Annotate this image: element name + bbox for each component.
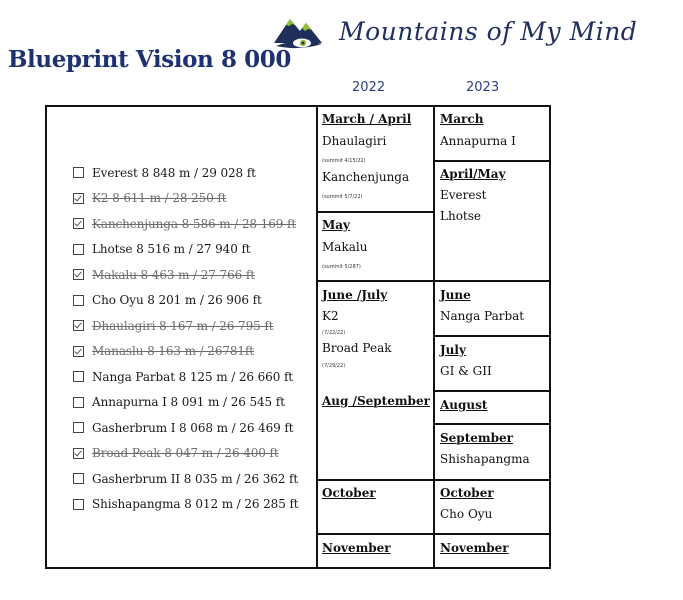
summit-note: (7/22/22) xyxy=(322,330,346,336)
peak-entry: Nanga Parbat xyxy=(440,309,525,323)
checked-checkbox-icon[interactable] xyxy=(73,346,84,357)
peak-entry: GI & GII xyxy=(440,364,492,378)
month-heading: November xyxy=(440,541,509,555)
month-heading: July xyxy=(440,343,466,357)
month-heading: Aug /September xyxy=(322,394,430,408)
peak-label: Annapurna I 8 091 m / 26 545 ft xyxy=(92,395,285,410)
month-heading: October xyxy=(440,486,494,500)
peak-checklist-item xyxy=(73,339,299,365)
peak-entry: Everest xyxy=(440,188,487,202)
peak-label: Nanga Parbat 8 125 m / 26 660 ft xyxy=(92,369,294,384)
peak-label: Makalu 8 463 m / 27 766 ft xyxy=(92,267,255,282)
peak-entry: Cho Oyu xyxy=(440,507,493,521)
month-heading: August xyxy=(440,398,488,412)
peak-checklist xyxy=(73,160,299,517)
row-divider xyxy=(433,423,551,425)
peak-entry: Kanchenjunga xyxy=(322,170,410,184)
month-heading: April/May xyxy=(440,167,506,181)
column-divider xyxy=(433,105,435,569)
peak-label: Everest 8 848 m / 29 028 ft xyxy=(92,165,256,180)
peak-label: Shishapangma 8 012 m / 26 285 ft xyxy=(92,497,299,512)
peak-label: Dhaulagiri 8 167 m / 26 795 ft xyxy=(92,318,274,333)
summit-note: (summit 5/7/22) xyxy=(322,194,363,200)
row-divider xyxy=(316,280,435,282)
summit-note: (summit 4/15/22) xyxy=(322,158,366,164)
row-divider xyxy=(316,533,435,535)
peak-label: Cho Oyu 8 201 m / 26 906 ft xyxy=(92,293,262,308)
peak-entry: Broad Peak xyxy=(322,341,392,355)
peak-entry: Makalu xyxy=(322,240,368,254)
month-heading: September xyxy=(440,431,513,445)
peak-label: Lhotse 8 516 m / 27 940 ft xyxy=(92,242,251,257)
unchecked-checkbox-icon[interactable] xyxy=(73,244,84,255)
peak-checklist-item xyxy=(73,262,299,288)
page-title: Blueprint Vision 8 000 xyxy=(8,46,291,73)
row-divider xyxy=(433,533,551,535)
peak-checklist-item xyxy=(73,313,299,339)
unchecked-checkbox-icon[interactable] xyxy=(73,371,84,382)
row-divider xyxy=(433,280,551,282)
peak-label: Gasherbrum I 8 068 m / 26 469 ft xyxy=(92,420,294,435)
peak-label: Gasherbrum II 8 035 m / 26 362 ft xyxy=(92,471,299,486)
unchecked-checkbox-icon[interactable] xyxy=(73,422,84,433)
month-heading: June xyxy=(440,288,471,302)
month-heading: March xyxy=(440,112,484,126)
month-heading: March / April xyxy=(322,112,412,126)
peak-checklist-item xyxy=(73,160,299,186)
peak-entry: Lhotse xyxy=(440,209,482,223)
column-divider xyxy=(316,105,318,569)
checked-checkbox-icon[interactable] xyxy=(73,193,84,204)
unchecked-checkbox-icon[interactable] xyxy=(73,167,84,178)
month-heading: May xyxy=(322,218,351,232)
unchecked-checkbox-icon[interactable] xyxy=(73,473,84,484)
peak-checklist-item xyxy=(73,441,299,467)
peak-checklist-item xyxy=(73,466,299,492)
checked-checkbox-icon[interactable] xyxy=(73,320,84,331)
checked-checkbox-icon[interactable] xyxy=(73,269,84,280)
peak-label: Manaslu 8 163 m / 26781ft xyxy=(92,344,255,359)
peak-checklist-item xyxy=(73,211,299,237)
peak-label: Kanchenjunga 8 586 m / 28 169 ft xyxy=(92,216,297,231)
month-heading: October xyxy=(322,486,376,500)
row-divider xyxy=(433,390,551,392)
year-header-2023: 2023 xyxy=(466,80,500,95)
peak-checklist-item xyxy=(73,390,299,416)
row-divider xyxy=(316,211,435,213)
peak-checklist-item xyxy=(73,186,299,212)
peak-checklist-item xyxy=(73,364,299,390)
peak-checklist-item xyxy=(73,415,299,441)
row-divider xyxy=(433,335,551,337)
unchecked-checkbox-icon[interactable] xyxy=(73,295,84,306)
unchecked-checkbox-icon[interactable] xyxy=(73,397,84,408)
month-heading: June /July xyxy=(322,288,388,302)
checked-checkbox-icon[interactable] xyxy=(73,448,84,459)
peak-label: K2 8 611 m / 28 250 ft xyxy=(92,191,227,206)
peak-entry: K2 xyxy=(322,309,339,323)
peak-entry: Dhaulagiri xyxy=(322,134,387,148)
row-divider xyxy=(433,479,551,481)
peak-checklist-item xyxy=(73,492,299,518)
row-divider xyxy=(316,479,435,481)
month-heading: November xyxy=(322,541,391,555)
peak-checklist-item xyxy=(73,288,299,314)
summit-note: (7/29/22) xyxy=(322,363,346,369)
checked-checkbox-icon[interactable] xyxy=(73,218,84,229)
peak-entry: Shishapangma xyxy=(440,452,530,466)
row-divider xyxy=(433,160,551,162)
peak-checklist-item xyxy=(73,237,299,263)
year-header-2022: 2022 xyxy=(352,80,386,95)
peak-entry: Annapurna I xyxy=(440,134,516,148)
summit-note: (summit 5/287) xyxy=(322,264,361,270)
unchecked-checkbox-icon[interactable] xyxy=(73,499,84,510)
peak-label: Broad Peak 8 047 m / 26 400 ft xyxy=(92,446,279,461)
brand-wordmark: Mountains of My Mind xyxy=(339,17,638,46)
